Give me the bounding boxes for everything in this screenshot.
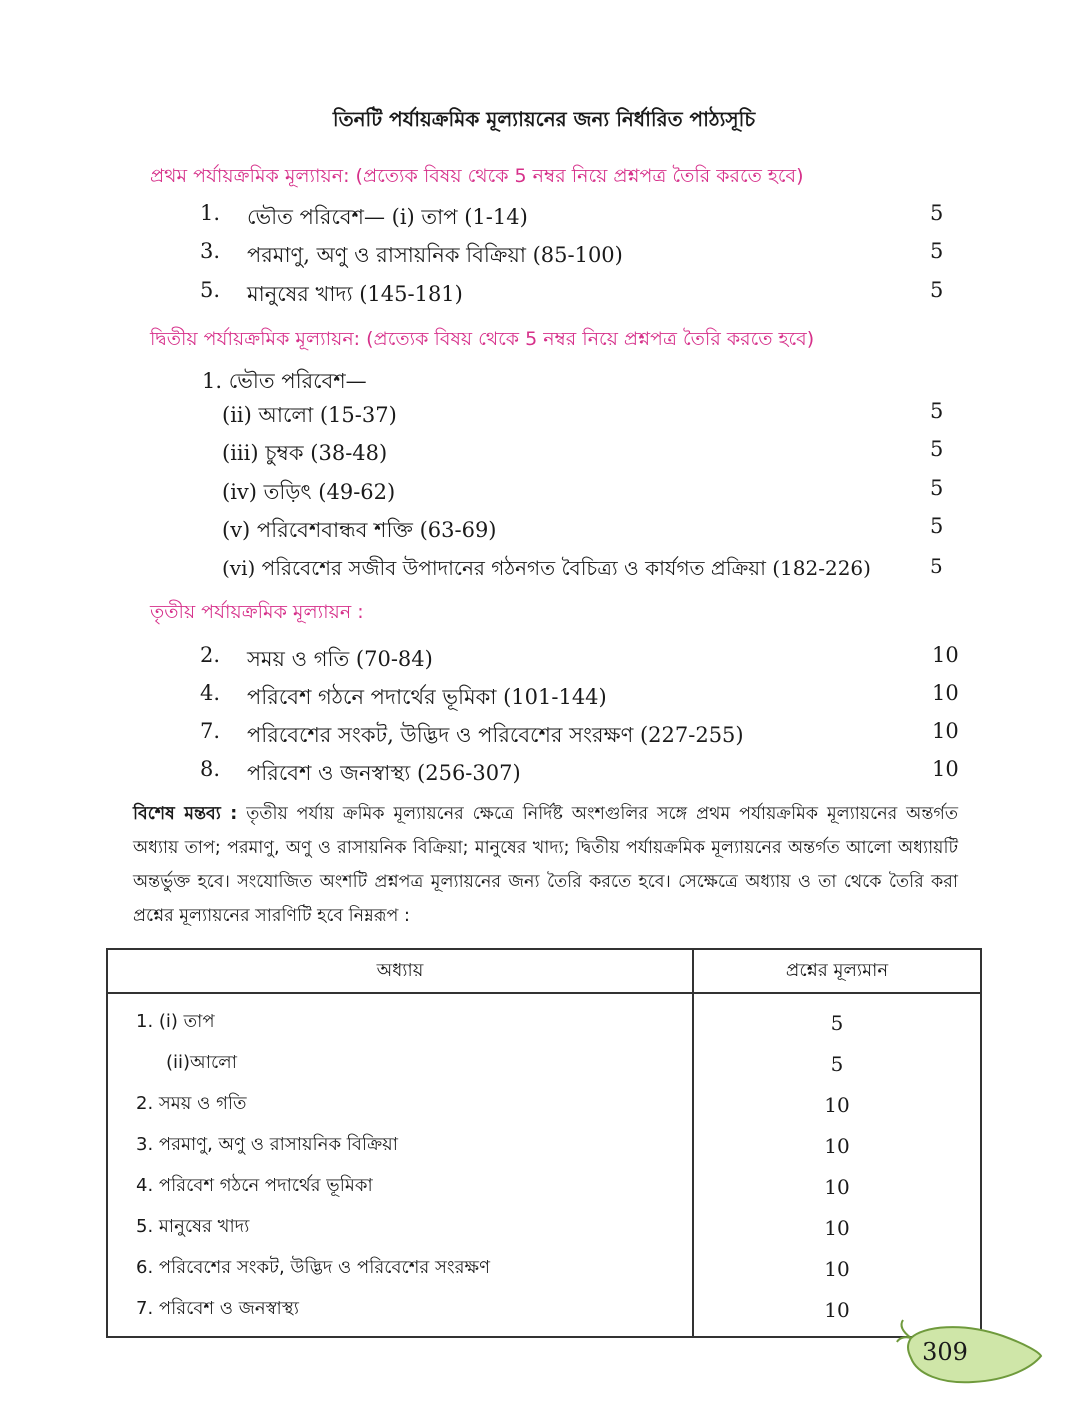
item-text: (iii) চুম্বক (38-48) (222, 441, 388, 465)
table-row (107, 1166, 981, 1207)
page-title: তিনটি পর্যায়ক্রমিক মূল্যায়নের জন্য নির্ধারিত পাঠ্যসূচি (332, 107, 756, 131)
item-marks: 10 (932, 681, 959, 705)
item-marks: 5 (930, 278, 944, 302)
item-marks: 5 (930, 239, 944, 263)
header-chapter: অধ্যায় (107, 949, 693, 993)
item-text: (ii) আলো (15-37) (222, 403, 397, 427)
item-marks: 10 (932, 643, 959, 667)
table-row (107, 1084, 981, 1125)
item-marks: 5 (930, 554, 943, 578)
item-number: 2. (200, 643, 221, 667)
value-cell: 10 (693, 1084, 981, 1125)
table-row (107, 1289, 981, 1337)
value-cell: 10 (693, 1207, 981, 1248)
value-cell: 10 (693, 1166, 981, 1207)
chapter-cell: 7. পরিবেশ ও জনস্বাস্থ্য (107, 1289, 693, 1337)
item-marks: 10 (932, 719, 959, 743)
item-marks: 5 (930, 476, 944, 500)
table-row (107, 993, 981, 1043)
item-text: পরিবেশ গঠনে পদার্থের ভূমিকা (101-144) (247, 685, 607, 709)
chapter-cell: 6. পরিবেশের সংকট, উদ্ভিদ ও পরিবেশের সংরক্ষণ (107, 1248, 693, 1289)
chapter-cell: 5. মানুষের খাদ্য (107, 1207, 693, 1248)
item-marks: 5 (930, 399, 944, 423)
value-cell: 5 (693, 1043, 981, 1084)
special-note (133, 797, 958, 933)
value-cell: 10 (693, 1125, 981, 1166)
item-text: (v) পরিবেশবান্ধব শক্তি (63-69) (222, 518, 497, 542)
chapter-cell: 1. (i) তাপ (107, 993, 693, 1043)
table-row (107, 1043, 981, 1084)
value-cell: 5 (693, 993, 981, 1043)
item-number: 4. (200, 681, 221, 705)
table-row (107, 1125, 981, 1166)
header-value: প্রশ্নের মূল্যমান (693, 949, 981, 993)
item-marks: 5 (930, 514, 944, 538)
item-text: ভৌত পরিবেশ— (i) তাপ (1-14) (247, 205, 528, 229)
item-text: সময় ও গতি (70-84) (247, 647, 433, 671)
chapter-cell: (ii)আলো (107, 1043, 693, 1084)
value-cell: 10 (693, 1289, 981, 1337)
item-text: (iv) তড়িৎ (49-62) (222, 480, 396, 504)
item-text: মানুষের খাদ্য (145-181) (247, 282, 463, 306)
item-marks: 10 (932, 757, 959, 781)
chapter-cell: 4. পরিবেশ গঠনে পদার্থের ভূমিকা (107, 1166, 693, 1207)
second-group-label: 1. ভৌত পরিবেশ— (202, 369, 367, 393)
second-assessment-heading: দ্বিতীয় পর্যায়ক্রমিক মূল্যায়ন: (প্রত্যেক বিষয় থেকে 5 নম্বর নিয়ে প্রশ্নপত্র তৈরি করতে হবে) (150, 328, 815, 350)
item-text: পরিবেশের সংকট, উদ্ভিদ ও পরিবেশের সংরক্ষণ (227-255) (247, 723, 744, 747)
item-number: 5. (200, 278, 221, 302)
table-row (107, 1248, 981, 1289)
special-note-label: বিশেষ মন্তব্য : (133, 804, 238, 824)
page-number: 309 (922, 1338, 968, 1366)
first-assessment-heading: প্রথম পর্যায়ক্রমিক মূল্যায়ন: (প্রত্যেক বিষয় থেকে 5 নম্বর নিয়ে প্রশ্নপত্র তৈরি করতে হবে) (150, 165, 804, 187)
item-marks: 5 (930, 201, 944, 225)
item-text: পরমাণু, অণু ও রাসায়নিক বিক্রিয়া (85-100) (247, 243, 623, 267)
special-note-body: তৃতীয় পর্যায় ক্রমিক মূল্যায়নের ক্ষেত্রে নির্দিষ্ট অংশগুলির সঙ্গে প্রথম পর্যায়ক্রমিক মূল্যায়নের অন্তর্গত অধ্যায় তাপ; পরমাণু, অণু ও রাসায়নিক বিক্রিয়া; মানুষের খাদ্য; দ্বিতীয় পর্যায়ক্রমিক মূল্যায়নের অন্তর্গত আলো অধ্যায়টি অন্তর্ভুক্ত হবে। সংযোজিত অংশটি প্রশ্নপত্র মূল্যায়নের জন্য তৈরি করতে হবে। সেক্ষেত্রে অধ্যায় ও তা থেকে তৈরি করা প্রশ্নের মূল্যায়নের সারণিটি হবে নিম্নরূপ : (133, 804, 958, 926)
value-cell: 10 (693, 1248, 981, 1289)
item-number: 3. (200, 239, 221, 263)
table-header-row (107, 949, 981, 993)
third-assessment-heading: তৃতীয় পর্যায়ক্রমিক মূল্যায়ন : (150, 601, 364, 623)
chapter-cell: 2. সময় ও গতি (107, 1084, 693, 1125)
table-row (107, 1207, 981, 1248)
item-number: 8. (200, 757, 221, 781)
chapter-cell: 3. পরমাণু, অণু ও রাসায়নিক বিক্রিয়া (107, 1125, 693, 1166)
item-number: 7. (200, 719, 221, 743)
item-number: 1. (200, 201, 221, 225)
summary-table (106, 948, 982, 1338)
item-text: পরিবেশ ও জনস্বাস্থ্য (256-307) (247, 761, 521, 785)
item-text: (vi) পরিবেশের সজীব উপাদানের গঠনগত বৈচিত্র্য ও কার্যগত প্রক্রিয়া (182-226) (222, 556, 871, 580)
item-marks: 5 (930, 437, 944, 461)
